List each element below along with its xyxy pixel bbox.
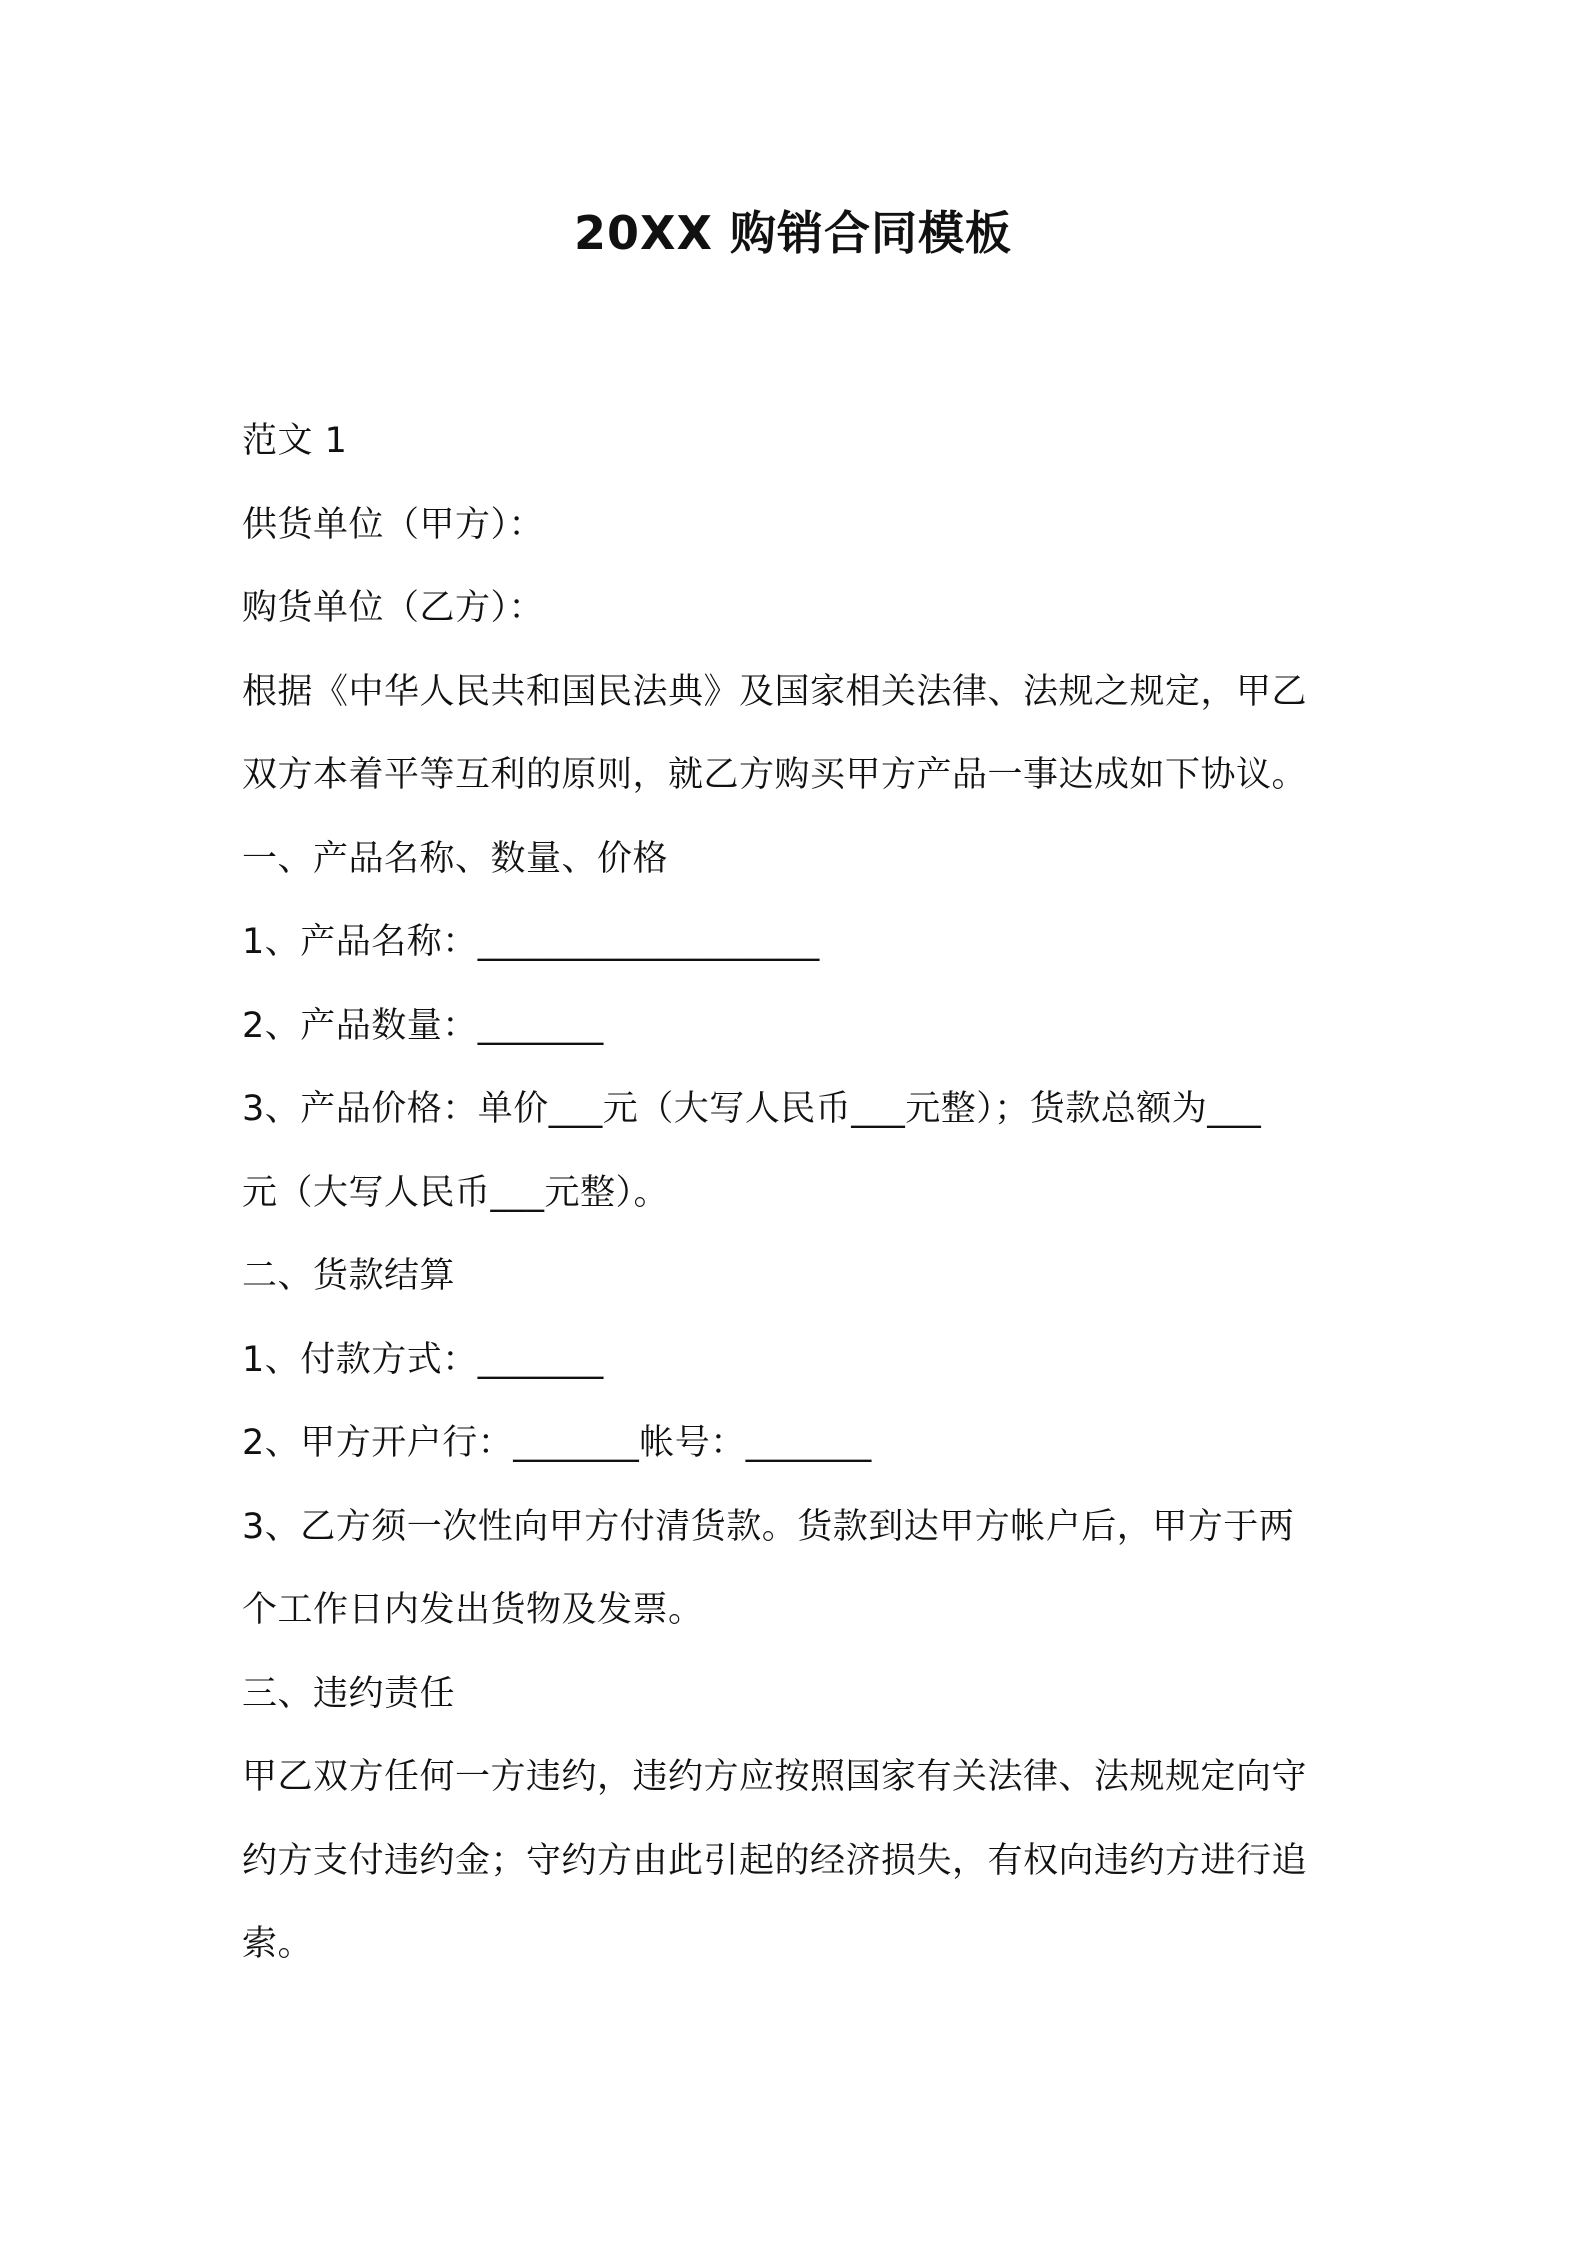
product-price-line-1: 3、产品价格：单价___元（大写人民币___元整）；货款总额为___ (242, 1089, 1262, 1129)
section-settlement-heading: 二、货款结算 (242, 1256, 456, 1296)
document-body (242, 400, 1362, 1987)
payment-terms-line-1: 3、乙方须一次性向甲方付清货款。货款到达甲方帐户后，甲方于两 (242, 1506, 1295, 1547)
buyer-party-line: 购货单位（乙方）： (242, 588, 545, 628)
liability-paragraph-line-2: 约方支付违约金；守约方由此引起的经济损失，有权向违约方进行追 (242, 1840, 1308, 1881)
product-price-line-2: 元（大写人民币___元整）。 (242, 1172, 670, 1213)
intro-paragraph-line-2: 双方本着平等互利的原则，就乙方购买甲方产品一事达成如下协议。 (242, 755, 1308, 795)
product-name-line: 1、产品名称：___________________ (242, 922, 820, 962)
sample-label: 范文 1 (242, 421, 348, 461)
liability-paragraph-line-1: 甲乙双方任何一方违约，违约方应按照国家有关法律、法规规定向守 (242, 1757, 1308, 1797)
product-quantity-line: 2、产品数量：_______ (242, 1005, 604, 1046)
intro-paragraph-line-1: 根据《中华人民共和国民法典》及国家相关法律、法规之规定，甲乙 (242, 671, 1308, 712)
document-title: 20XX 购销合同模板 (574, 206, 1012, 260)
payment-terms-line-2: 个工作日内发出货物及发票。 (242, 1590, 704, 1630)
liability-paragraph-line-3: 索。 (242, 1924, 314, 1964)
supplier-party-line: 供货单位（甲方）： (242, 504, 545, 545)
section-product-heading: 一、产品名称、数量、价格 (242, 838, 669, 879)
bank-account-line: 2、甲方开户行：_______帐号：_______ (242, 1423, 872, 1463)
payment-method-line: 1、付款方式：_______ (242, 1339, 604, 1380)
section-liability-heading: 三、违约责任 (242, 1673, 456, 1714)
